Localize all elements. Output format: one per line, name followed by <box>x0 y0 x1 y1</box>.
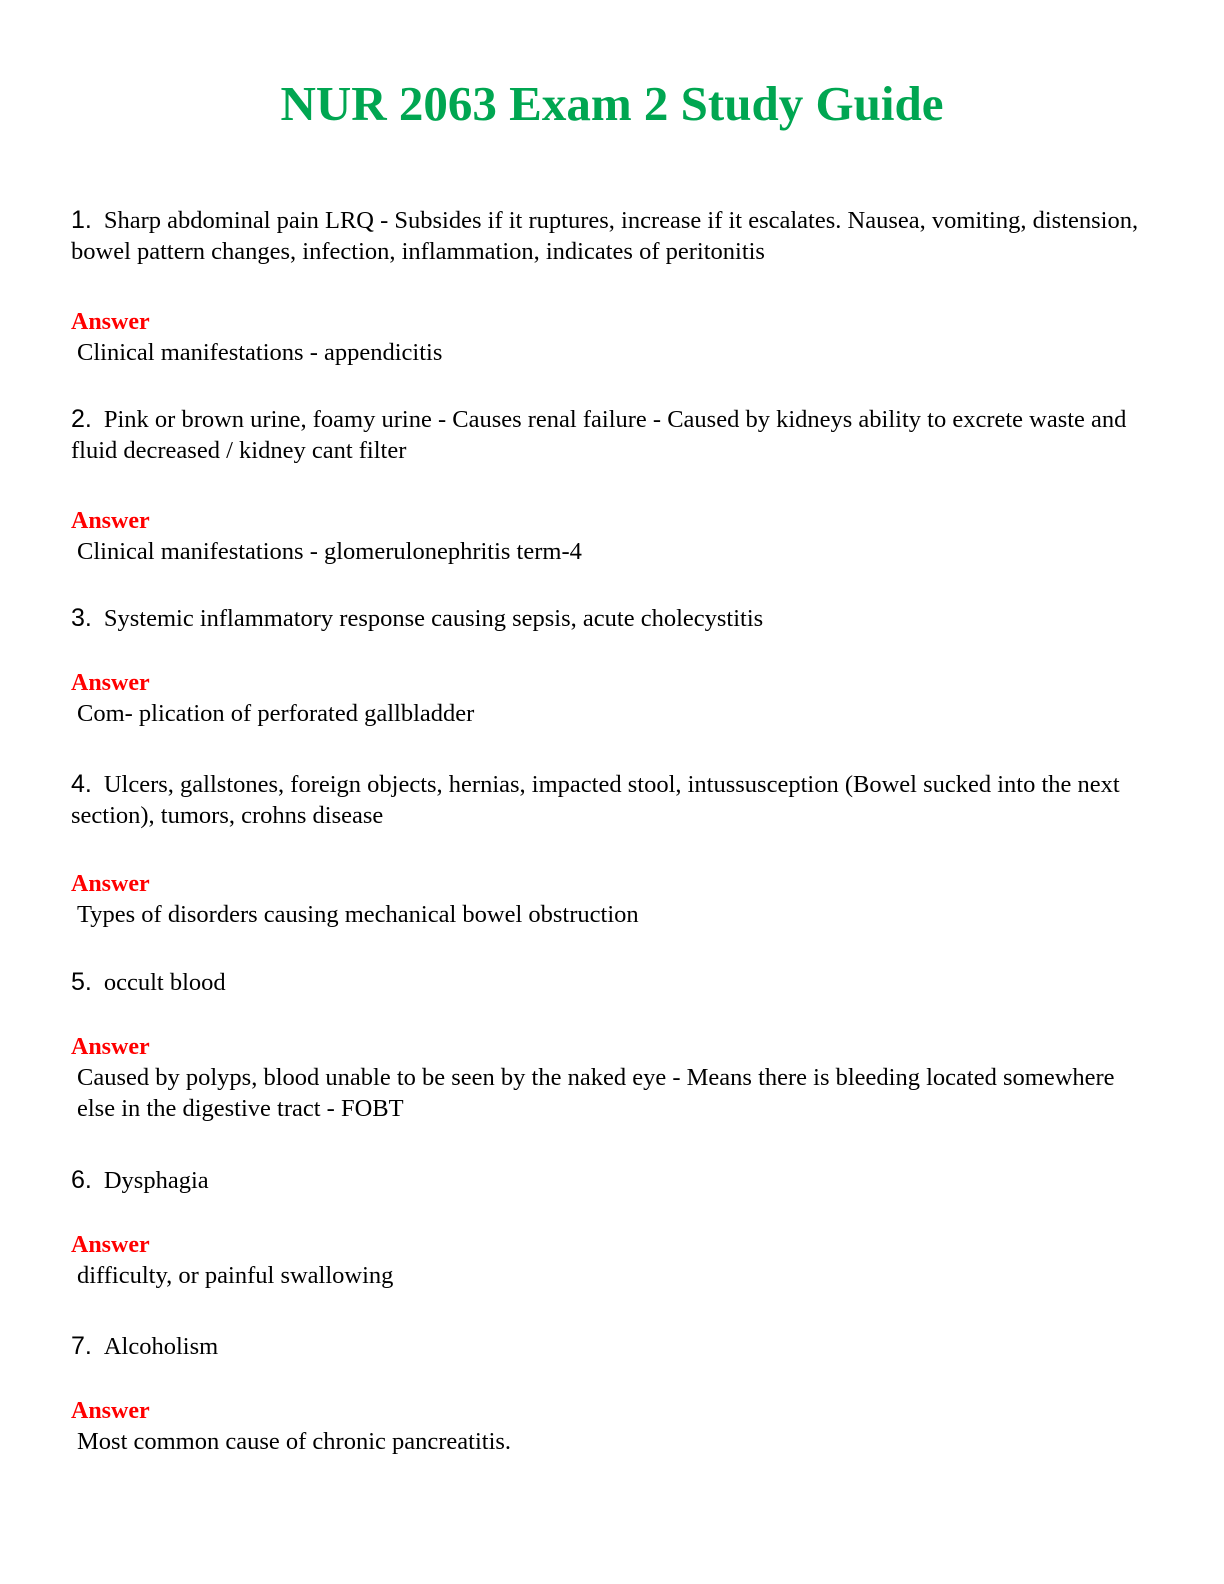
qa-item-7 <box>71 1331 1151 1457</box>
question-5 <box>71 967 1151 998</box>
answer-text: difficulty, or painful swallowing <box>77 1262 394 1289</box>
question-number: 4. <box>71 770 92 798</box>
question-7 <box>71 1331 1151 1362</box>
answer-text: Clinical manifestations - glomerulonephritis term-4 <box>77 538 582 565</box>
question-2 <box>71 404 1151 466</box>
answer-label: Answer <box>71 1232 150 1258</box>
answer-label: Answer <box>71 871 150 897</box>
question-4 <box>71 769 1151 831</box>
question-3 <box>71 603 1151 634</box>
question-1 <box>71 205 1151 267</box>
answer-text: Com- plication of perforated gallbladder <box>77 700 475 727</box>
answer-text: Caused by polyps, blood unable to be seen by the naked eye - Means there is bleeding located somewhere else in the digestive tract - FOBT <box>77 1064 1115 1122</box>
qa-item-3 <box>71 603 1151 729</box>
answer-label: Answer <box>71 1034 150 1060</box>
question-number: 1. <box>71 206 92 234</box>
question-text: Alcoholism <box>103 1333 219 1360</box>
qa-item-5 <box>71 967 1151 1124</box>
answer-label: Answer <box>71 1398 150 1424</box>
question-number: 5. <box>71 968 92 996</box>
qa-item-6 <box>71 1165 1151 1291</box>
question-text: Pink or brown urine, foamy urine - Causes renal failure - Caused by kidneys ability to excrete waste and fluid decreased / kidney cant filter <box>71 406 1127 464</box>
question-number: 7. <box>71 1332 92 1360</box>
answer-label: Answer <box>71 508 150 534</box>
question-number: 2. <box>71 405 92 433</box>
answer-text: Types of disorders causing mechanical bowel obstruction <box>77 901 639 928</box>
question-number: 3. <box>71 604 92 632</box>
question-text: Ulcers, gallstones, foreign objects, hernias, impacted stool, intussusception (Bowel sucked into the next section), tumors, crohns disease <box>71 771 1120 829</box>
qa-item-4 <box>71 769 1151 930</box>
answer-label: Answer <box>71 309 150 335</box>
question-text: Sharp abdominal pain LRQ - Subsides if it ruptures, increase if it escalates. Nausea, vomiting, distension, bowel pattern changes, infection, inflammation, indicates of peritonitis <box>71 207 1139 265</box>
question-text: Systemic inflammatory response causing sepsis, acute cholecystitis <box>103 605 764 632</box>
answer-text: Clinical manifestations - appendicitis <box>77 339 443 366</box>
answer-label: Answer <box>71 670 150 696</box>
qa-item-2 <box>71 404 1151 567</box>
qa-item-1 <box>71 205 1151 368</box>
answer-text: Most common cause of chronic pancreatitis. <box>77 1428 512 1455</box>
page-title: NUR 2063 Exam 2 Study Guide <box>280 76 944 131</box>
question-6 <box>71 1165 1151 1196</box>
question-number: 6. <box>71 1166 92 1194</box>
question-text: Dysphagia <box>103 1167 209 1194</box>
question-text: occult blood <box>103 969 226 996</box>
